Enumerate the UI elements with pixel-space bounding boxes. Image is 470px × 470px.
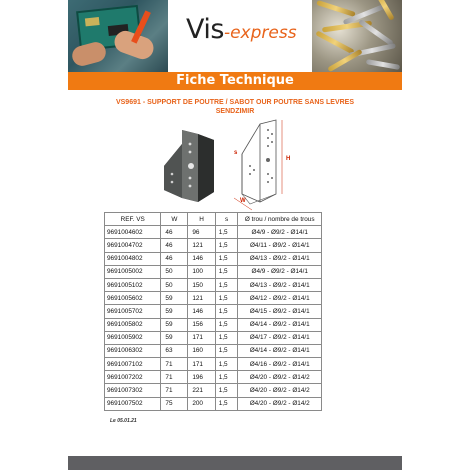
title-banner <box>68 72 402 90</box>
ref-cell: 9691007302 <box>105 384 161 397</box>
h-cell: 156 <box>188 318 215 331</box>
h-cell: 196 <box>188 371 215 384</box>
table-header-row <box>105 213 322 226</box>
table-row <box>105 384 322 397</box>
s-cell: 1,5 <box>215 252 238 265</box>
holes-cell: Ø4/13 - Ø9/2 - Ø14/1 <box>238 278 322 291</box>
holes-cell: Ø4/11 - Ø9/2 - Ø14/1 <box>238 239 322 252</box>
h-cell: 171 <box>188 331 215 344</box>
product-title <box>68 98 402 116</box>
header-holes: Ø trou / nombre de trous <box>238 213 322 226</box>
s-cell: 1,5 <box>215 358 238 371</box>
ref-cell: 9691005002 <box>105 265 161 278</box>
table-row <box>105 344 322 357</box>
holes-cell: Ø4/13 - Ø9/2 - Ø14/1 <box>238 252 322 265</box>
holes-cell: Ø4/15 - Ø9/2 - Ø14/1 <box>238 305 322 318</box>
h-cell: 221 <box>188 384 215 397</box>
ref-cell: 9691004702 <box>105 239 161 252</box>
s-cell: 1,5 <box>215 331 238 344</box>
ref-cell: 9691005102 <box>105 278 161 291</box>
table-row <box>105 305 322 318</box>
h-cell: 171 <box>188 358 215 371</box>
ref-cell: 9691004602 <box>105 226 161 239</box>
ref-cell: 9691007102 <box>105 358 161 371</box>
ref-cell: 9691007202 <box>105 371 161 384</box>
w-cell: 71 <box>161 384 188 397</box>
date-footnote: Le 05.01.21 <box>110 418 137 424</box>
w-cell: 59 <box>161 331 188 344</box>
w-cell: 50 <box>161 265 188 278</box>
w-cell: 63 <box>161 344 188 357</box>
s-cell: 1,5 <box>215 278 238 291</box>
drawing-label-s: s <box>234 150 238 156</box>
holes-cell: Ø4/12 - Ø9/2 - Ø14/1 <box>238 292 322 305</box>
header-s: s <box>215 213 238 226</box>
header-w: W <box>161 213 188 226</box>
banner-title: Fiche Technique <box>176 73 294 88</box>
screws-photo <box>312 0 402 72</box>
table-row <box>105 265 322 278</box>
s-cell: 1,5 <box>215 384 238 397</box>
spec-table <box>104 212 322 411</box>
logo-accent-text: -express <box>223 23 297 43</box>
table-row <box>105 292 322 305</box>
h-cell: 150 <box>188 278 215 291</box>
table-row <box>105 318 322 331</box>
h-cell: 100 <box>188 265 215 278</box>
ref-cell: 9691004802 <box>105 252 161 265</box>
w-cell: 46 <box>161 226 188 239</box>
header-h: H <box>188 213 215 226</box>
product-photo <box>158 126 220 208</box>
s-cell: 1,5 <box>215 318 238 331</box>
s-cell: 1,5 <box>215 265 238 278</box>
drawing-label-h: H <box>286 156 291 162</box>
w-cell: 59 <box>161 305 188 318</box>
ref-cell: 9691005902 <box>105 331 161 344</box>
header <box>68 0 402 72</box>
footer-bar <box>68 456 402 470</box>
table-row <box>105 371 322 384</box>
holes-cell: Ø4/20 - Ø9/2 - Ø14/2 <box>238 384 322 397</box>
product-title-line1: VS9691 - SUPPORT DE POUTRE / SABOT OUR POUTRE SANS LEVRES <box>115 99 355 106</box>
ref-cell: 9691006302 <box>105 344 161 357</box>
holes-cell: Ø4/9 - Ø9/2 - Ø14/1 <box>238 265 322 278</box>
electronics-workbench-photo <box>68 0 168 72</box>
w-cell: 71 <box>161 371 188 384</box>
ref-cell: 9691005702 <box>105 305 161 318</box>
holes-cell: Ø4/17 - Ø9/2 - Ø14/1 <box>238 331 322 344</box>
holes-cell: Ø4/20 - Ø9/2 - Ø14/2 <box>238 371 322 384</box>
ref-cell: 9691007502 <box>105 397 161 410</box>
w-cell: 50 <box>161 278 188 291</box>
h-cell: 160 <box>188 344 215 357</box>
s-cell: 1,5 <box>215 239 238 252</box>
table-row <box>105 226 322 239</box>
h-cell: 121 <box>188 239 215 252</box>
table-row <box>105 252 322 265</box>
s-cell: 1,5 <box>215 344 238 357</box>
w-cell: 46 <box>161 239 188 252</box>
w-cell: 71 <box>161 358 188 371</box>
header-ref: REF. VS <box>105 213 161 226</box>
product-title-line2: SENDZIMIR <box>215 108 255 115</box>
holes-cell: Ø4/16 - Ø9/2 - Ø14/1 <box>238 358 322 371</box>
vis-express-logo <box>186 14 316 44</box>
w-cell: 75 <box>161 397 188 410</box>
holes-cell: Ø4/14 - Ø9/2 - Ø14/1 <box>238 318 322 331</box>
h-cell: 200 <box>188 397 215 410</box>
s-cell: 1,5 <box>215 292 238 305</box>
h-cell: 96 <box>188 226 215 239</box>
table-row <box>105 358 322 371</box>
h-cell: 146 <box>188 305 215 318</box>
s-cell: 1,5 <box>215 397 238 410</box>
ref-cell: 9691005602 <box>105 292 161 305</box>
drawing-label-w: W <box>240 198 246 204</box>
h-cell: 121 <box>188 292 215 305</box>
s-cell: 1,5 <box>215 371 238 384</box>
h-cell: 146 <box>188 252 215 265</box>
s-cell: 1,5 <box>215 226 238 239</box>
holes-cell: Ø4/14 - Ø9/2 - Ø14/1 <box>238 344 322 357</box>
logo-main-text: Vis <box>186 14 224 45</box>
table-row <box>105 278 322 291</box>
table-row <box>105 397 322 410</box>
w-cell: 59 <box>161 292 188 305</box>
holes-cell: Ø4/9 - Ø9/2 - Ø14/1 <box>238 226 322 239</box>
w-cell: 46 <box>161 252 188 265</box>
holes-cell: Ø4/20 - Ø9/2 - Ø14/2 <box>238 397 322 410</box>
w-cell: 59 <box>161 318 188 331</box>
table-row <box>105 331 322 344</box>
ref-cell: 9691005802 <box>105 318 161 331</box>
s-cell: 1,5 <box>215 305 238 318</box>
table-row <box>105 239 322 252</box>
